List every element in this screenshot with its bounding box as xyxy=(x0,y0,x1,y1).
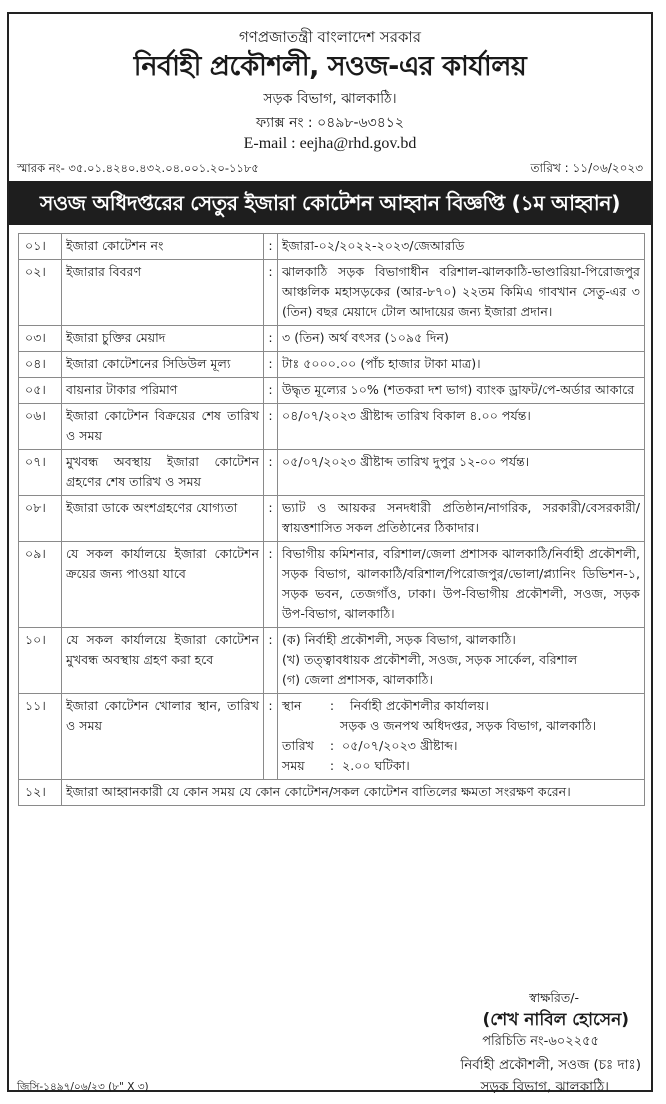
item-value: ইজারা আহ্বানকারী যে কোন সময় যে কোন কোটেশন/সকল কোটেশন বাতিলের ক্ষমতা সংরক্ষণ করেন। xyxy=(62,780,645,806)
table-row xyxy=(19,628,645,694)
notice-frame xyxy=(7,12,653,1095)
office-title: নির্বাহী প্রকৌশলী, সওজ-এর কার্যালয় xyxy=(133,51,527,82)
date-key: তারিখ xyxy=(282,738,314,753)
signatory-designation: নির্বাহী প্রকৌশলী, সওজ (চঃ দাঃ) xyxy=(460,1057,641,1073)
item-label: ইজারা কোটেশন নং xyxy=(62,234,264,260)
opening-time xyxy=(282,756,640,776)
table-row xyxy=(19,450,645,496)
notice-date: তারিখ : ১১/০৬/২০২৩ xyxy=(530,161,643,175)
item-label: ইজারার বিবরণ xyxy=(62,260,264,326)
table-row xyxy=(19,234,645,260)
notice-items-table xyxy=(18,233,645,806)
opening-date xyxy=(282,736,640,756)
fax-number: ফ্যাক্স নং : ০৪৯৮-৬৩৪১২ xyxy=(256,115,404,131)
table-row xyxy=(19,694,645,780)
item-number: ০৩। xyxy=(19,326,62,352)
item-colon: : xyxy=(264,378,278,404)
item-label: ইজারা কোটেশন বিক্রয়ের শেষ তারিখ ও সময় xyxy=(62,404,264,450)
item-colon: : xyxy=(264,260,278,326)
table-row xyxy=(19,404,645,450)
item-label: মুখবন্ধ অবস্থায় ইজারা কোটেশন গ্রহণের শেষ তারিখ ও সময় xyxy=(62,450,264,496)
notice-title-banner: সওজ অধিদপ্তরের সেতুর ইজারা কোটেশন আহ্বান বিজ্ঞপ্তি (১ম আহ্বান) xyxy=(9,181,651,225)
item-value: উদ্ধৃত মূল্যের ১০% (শতকরা দশ ভাগ) ব্যাংক ড্রাফট/পে-অর্ডার আকারে xyxy=(278,378,645,404)
table-row xyxy=(19,496,645,542)
opening-place xyxy=(282,696,640,716)
time-value: ২.০০ ঘটিকা। xyxy=(342,758,410,773)
item-colon: : xyxy=(264,326,278,352)
place-value-1: নির্বাহী প্রকৌশলীর কার্যালয়। xyxy=(350,698,489,713)
item-colon: : xyxy=(264,404,278,450)
item-value-list xyxy=(278,628,645,694)
memo-number: স্মারক নং- ৩৫.০১.৪২৪০.৪৩২.০৪.০০১.২০-১১৮৫ xyxy=(17,161,259,175)
place-colon: : xyxy=(329,698,335,713)
table-row xyxy=(19,780,645,806)
item-colon: : xyxy=(264,496,278,542)
signatory-id: পরিচিতি নং-৬০২২৫৫ xyxy=(482,1034,599,1049)
office-line: (খ) তত্ত্বাবধায়ক প্রকৌশলী, সওজ, সড়ক সার্কেল, বরিশাল xyxy=(282,652,578,667)
item-colon: : xyxy=(264,450,278,496)
item-value-opening xyxy=(278,694,645,780)
table-row xyxy=(19,378,645,404)
item-label: যে সকল কার্যালয়ে ইজারা কোটেশন ক্রয়ের জন্য পাওয়া যাবে xyxy=(62,542,264,628)
item-value: ৩ (তিন) অর্থ বৎসর (১০৯৫ দিন) xyxy=(278,326,645,352)
item-value: টাঃ ৫০০০.০০ (পাঁচ হাজার টাকা মাত্র)। xyxy=(278,352,645,378)
item-label: ইজারা ডাকে অংশগ্রহণের যোগ্যতা xyxy=(62,496,264,542)
division-name: সড়ক বিভাগ, ঝালকাঠি। xyxy=(263,91,397,107)
item-value: ইজারা-০২/২০২২-২০২৩/জেআরডি xyxy=(278,234,645,260)
office-line: (গ) জেলা প্রশাসক, ঝালকাঠি। xyxy=(282,672,434,687)
item-number: ০৬। xyxy=(19,404,62,450)
item-colon: : xyxy=(264,234,278,260)
signatory-name: (শেখ নাবিল হোসেন) xyxy=(482,1010,629,1030)
item-number: ০২। xyxy=(19,260,62,326)
item-value: বিভাগীয় কমিশনার, বরিশাল/জেলা প্রশাসক ঝালকাঠি/নির্বাহী প্রকৌশলী, সড়ক বিভাগ, ঝালকাঠি/বরিশাল/পিরোজপুর/ভোলা/প্ল্যানিং ডিভিশন-১, সড়ক ভবন, তেজগাঁও, ঢাকা। উপ-বিভাগীয় প্রকৌশলী, সওজ, সড়ক উপ-বিভাগ, ঝালকাঠি। xyxy=(278,542,645,628)
date-value: ০৫/০৭/২০২৩ খ্রীষ্টাব্দ। xyxy=(342,738,458,753)
date-colon: : xyxy=(329,738,335,753)
table-row xyxy=(19,260,645,326)
table-row xyxy=(19,326,645,352)
item-colon: : xyxy=(264,352,278,378)
item-number: ১২। xyxy=(19,780,62,806)
item-number: ০৯। xyxy=(19,542,62,628)
item-label: বায়নার টাকার পরিমাণ xyxy=(62,378,264,404)
item-number: ১০। xyxy=(19,628,62,694)
item-number: ০৭। xyxy=(19,450,62,496)
item-value: ০৫/০৭/২০২৩ খ্রীষ্টাব্দ তারিখ দুপুর ১২-০০ পর্যন্ত। xyxy=(278,450,645,496)
item-label: ইজারা চুক্তির মেয়াদ xyxy=(62,326,264,352)
item-colon: : xyxy=(264,694,278,780)
time-colon: : xyxy=(329,758,335,773)
item-value: ঝালকাঠি সড়ক বিভাগাধীন বরিশাল-ঝালকাঠি-ভাণ্ডারিয়া-পিরোজপুর আঞ্চলিক মহাসড়কের (আর-৮৭০) ২২তম কিমিএ গাবখান সেতু-এর ৩ (তিন) বছর মেয়াদে টোল আদায়ের জন্য ইজারা প্রদান। xyxy=(278,260,645,326)
item-number: ০৪। xyxy=(19,352,62,378)
item-value: ভ্যাট ও আয়কর সনদধারী প্রতিষ্ঠান/নাগরিক, সরকারী/বেসরকারী/স্বায়ত্তশাসিত সকল প্রতিষ্ঠানের ঠিকাদার। xyxy=(278,496,645,542)
item-number: ০১। xyxy=(19,234,62,260)
item-colon: : xyxy=(264,542,278,628)
item-number: ০৮। xyxy=(19,496,62,542)
place-key: স্থান xyxy=(282,698,302,713)
item-value: ০৪/০৭/২০২৩ খ্রীষ্টাব্দ তারিখ বিকাল ৪.০০ পর্যন্ত। xyxy=(278,404,645,450)
item-label: ইজারা কোটেশন খোলার স্থান, তারিখ ও সময় xyxy=(62,694,264,780)
signatory-office: সড়ক বিভাগ, ঝালকাঠি। xyxy=(480,1079,609,1095)
email-address: E-mail : eejha@rhd.gov.bd xyxy=(243,135,417,152)
item-number: ০৫। xyxy=(19,378,62,404)
signed-mark: স্বাক্ষরিত/- xyxy=(529,990,579,1005)
table-row xyxy=(19,352,645,378)
time-key: সময় xyxy=(282,758,305,773)
item-label: ইজারা কোটেশনের সিডিউল মূল্য xyxy=(62,352,264,378)
item-label: যে সকল কার্যালয়ে ইজারা কোটেশন মুখবন্ধ অবস্থায় গ্রহণ করা হবে xyxy=(62,628,264,694)
place-value-2: সড়ক ও জনপথ অধিদপ্তর, সড়ক বিভাগ, ঝালকাঠি। xyxy=(340,718,597,733)
item-number: ১১। xyxy=(19,694,62,780)
government-name: গণপ্রজাতন্ত্রী বাংলাদেশ সরকার xyxy=(238,28,422,46)
office-line: (ক) নির্বাহী প্রকৌশলী, সড়ক বিভাগ, ঝালকাঠি। xyxy=(282,632,516,647)
gd-code: জিসি-১৪৯৭/০৬/২৩ (৮" X ৩) xyxy=(17,1081,149,1093)
item-colon: : xyxy=(264,628,278,694)
table-row xyxy=(19,542,645,628)
